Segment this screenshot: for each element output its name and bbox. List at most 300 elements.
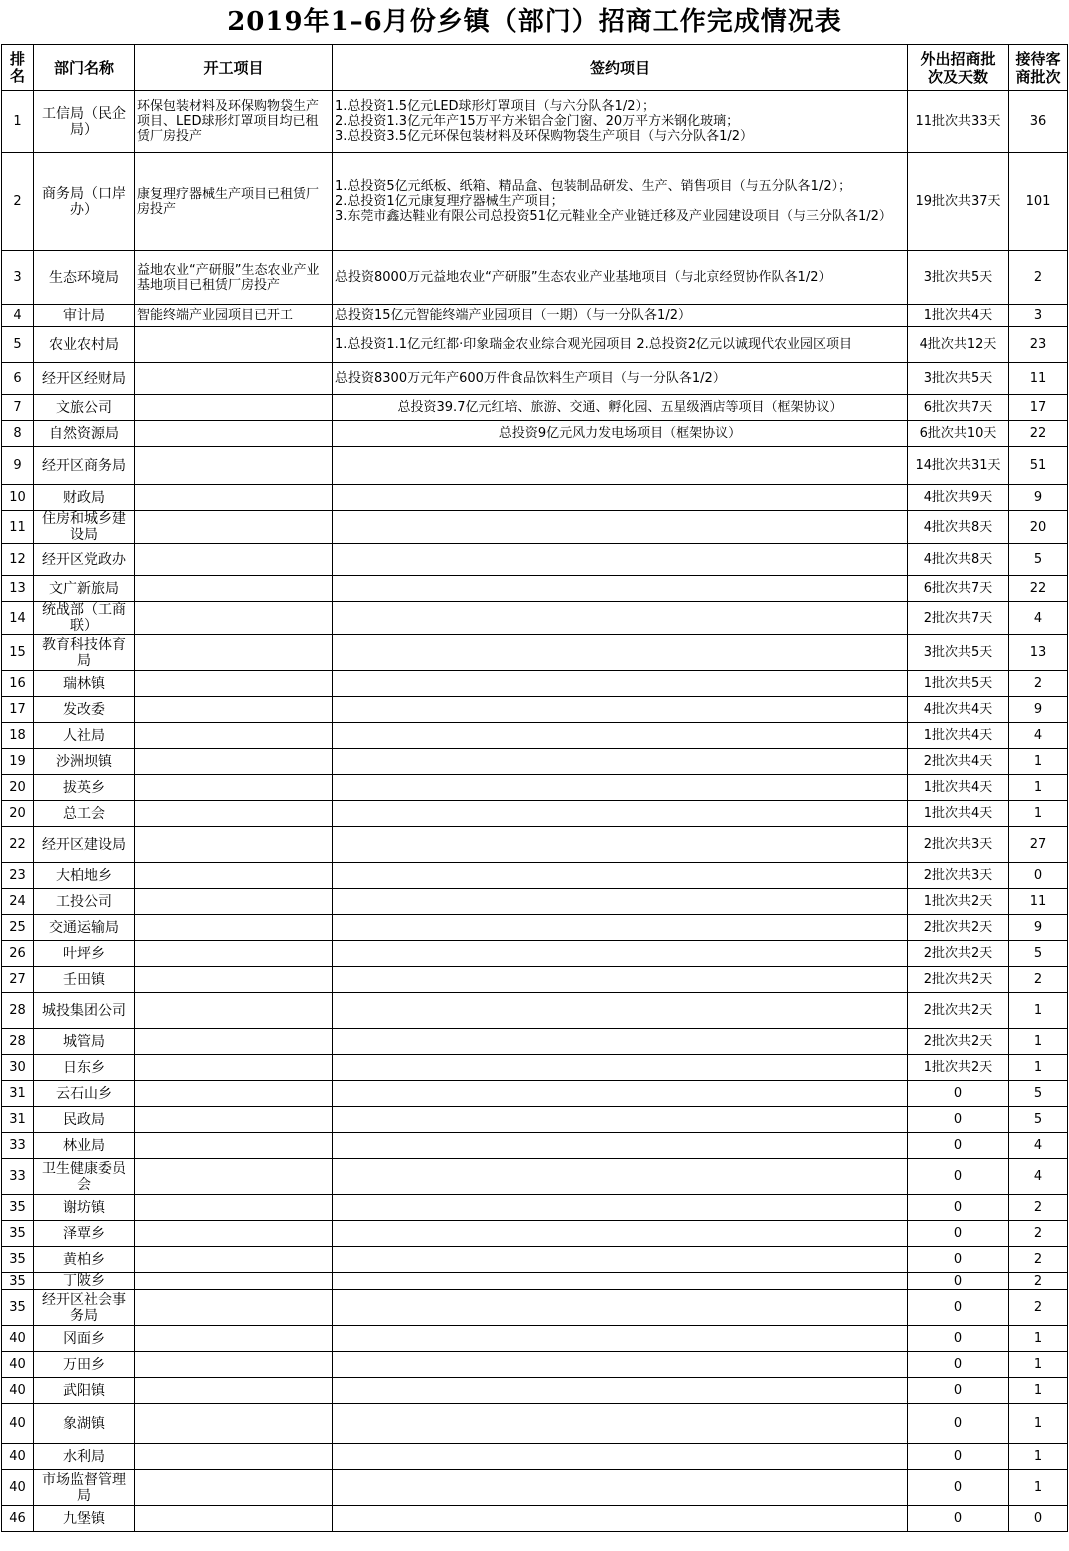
signed-project-cell: [333, 1326, 908, 1352]
received-visits-cell: 3: [1009, 305, 1068, 327]
received-visits-cell: 1: [1009, 749, 1068, 775]
start-project-cell: [135, 827, 333, 863]
rank-cell: 4: [2, 305, 34, 327]
page-title: 2019年1–6月份乡镇（部门）招商工作完成情况表: [227, 7, 842, 37]
received-visits-cell: 2: [1009, 967, 1068, 993]
outbound-trips-cell: 3批次共5天: [908, 251, 1009, 305]
table-row: [2, 1221, 1068, 1247]
received-visits-cell: 2: [1009, 1273, 1068, 1290]
received-visits-cell: 0: [1009, 1506, 1068, 1532]
rank-cell: 6: [2, 363, 34, 395]
received-visits-cell: 11: [1009, 363, 1068, 395]
received-visits-cell: 22: [1009, 421, 1068, 447]
dept-cell: 黄柏乡: [34, 1247, 135, 1273]
signed-project-cell: [333, 827, 908, 863]
start-project-cell: [135, 775, 333, 801]
signed-project-cell: [333, 1081, 908, 1107]
signed-project-cell: [333, 993, 908, 1029]
table-row: [2, 485, 1068, 511]
start-project-cell: 康复理疗器械生产项目已租赁厂房投产: [135, 153, 333, 251]
dept-cell: 经开区商务局: [34, 447, 135, 485]
signed-project-cell: [333, 1378, 908, 1404]
received-visits-cell: 1: [1009, 801, 1068, 827]
received-visits-cell: 5: [1009, 941, 1068, 967]
received-visits-cell: 5: [1009, 1081, 1068, 1107]
start-project-cell: [135, 1444, 333, 1470]
outbound-trips-cell: 6批次共10天: [908, 421, 1009, 447]
dept-cell: 人社局: [34, 723, 135, 749]
signed-project-cell: [333, 1247, 908, 1273]
start-project-cell: [135, 1470, 333, 1506]
outbound-trips-cell: 3批次共5天: [908, 635, 1009, 671]
rank-cell: 35: [2, 1221, 34, 1247]
signed-project-cell: [333, 1404, 908, 1444]
dept-cell: 文旅公司: [34, 395, 135, 421]
table-row: [2, 775, 1068, 801]
outbound-trips-cell: 0: [908, 1081, 1009, 1107]
rank-cell: 27: [2, 967, 34, 993]
rank-cell: 28: [2, 993, 34, 1029]
signed-project-cell: [333, 447, 908, 485]
dept-cell: 经开区党政办: [34, 544, 135, 576]
table-row: [2, 1273, 1068, 1290]
received-visits-cell: 5: [1009, 1107, 1068, 1133]
dept-cell: 工投公司: [34, 889, 135, 915]
received-visits-cell: 22: [1009, 576, 1068, 602]
outbound-trips-cell: 2批次共2天: [908, 1029, 1009, 1055]
table-row: [2, 827, 1068, 863]
rank-cell: 24: [2, 889, 34, 915]
start-project-cell: [135, 1247, 333, 1273]
outbound-trips-cell: 4批次共4天: [908, 697, 1009, 723]
rank-cell: 33: [2, 1133, 34, 1159]
rank-cell: 33: [2, 1159, 34, 1195]
dept-cell: 农业农村局: [34, 327, 135, 363]
table-row: [2, 1326, 1068, 1352]
header-dept: 部门名称: [34, 45, 135, 91]
signed-project-cell: [333, 1470, 908, 1506]
outbound-trips-cell: 0: [908, 1159, 1009, 1195]
dept-cell: 总工会: [34, 801, 135, 827]
rank-cell: 30: [2, 1055, 34, 1081]
table-row: [2, 251, 1068, 305]
signed-project-line: 总投资9亿元风力发电场项目（框架协议）: [498, 426, 742, 441]
start-project-cell: [135, 1326, 333, 1352]
rank-cell: 40: [2, 1352, 34, 1378]
start-project-cell: [135, 1133, 333, 1159]
received-visits-cell: 9: [1009, 915, 1068, 941]
rank-cell: 3: [2, 251, 34, 305]
signed-project-cell: [333, 576, 908, 602]
dept-cell: 城管局: [34, 1029, 135, 1055]
dept-cell: 谢坊镇: [34, 1195, 135, 1221]
dept-cell: 住房和城乡建设局: [34, 511, 135, 544]
start-project-cell: [135, 1378, 333, 1404]
start-project-cell: [135, 801, 333, 827]
signed-project-cell: [333, 511, 908, 544]
outbound-trips-cell: 2批次共7天: [908, 602, 1009, 635]
signed-project-cell: [333, 305, 908, 327]
dept-cell: 生态环境局: [34, 251, 135, 305]
header-start: 开工项目: [135, 45, 333, 91]
header-row: [2, 45, 1068, 91]
dept-cell: 经开区社会事务局: [34, 1290, 135, 1326]
dept-cell: 经开区建设局: [34, 827, 135, 863]
received-visits-cell: 2: [1009, 1290, 1068, 1326]
outbound-trips-cell: 1批次共4天: [908, 801, 1009, 827]
signed-project-cell: [333, 1029, 908, 1055]
rank-cell: 8: [2, 421, 34, 447]
rank-cell: 5: [2, 327, 34, 363]
start-project-cell: [135, 697, 333, 723]
signed-project-cell: [333, 395, 908, 421]
received-visits-cell: 9: [1009, 697, 1068, 723]
table-row: [2, 447, 1068, 485]
table-row: [2, 1378, 1068, 1404]
rank-cell: 40: [2, 1444, 34, 1470]
outbound-trips-cell: 4批次共8天: [908, 511, 1009, 544]
received-visits-cell: 2: [1009, 671, 1068, 697]
dept-cell: 云石山乡: [34, 1081, 135, 1107]
table-row: [2, 1195, 1068, 1221]
outbound-trips-cell: 2批次共2天: [908, 967, 1009, 993]
table-row: [2, 602, 1068, 635]
start-project-cell: [135, 1352, 333, 1378]
dept-cell: 丁陂乡: [34, 1273, 135, 1290]
dept-cell: 审计局: [34, 305, 135, 327]
dept-cell: 城投集团公司: [34, 993, 135, 1029]
table-row: [2, 1444, 1068, 1470]
dept-cell: 文广新旅局: [34, 576, 135, 602]
table-row: [2, 421, 1068, 447]
table-row: [2, 723, 1068, 749]
outbound-trips-cell: 1批次共4天: [908, 775, 1009, 801]
received-visits-cell: 2: [1009, 1221, 1068, 1247]
signed-project-line: 总投资15亿元智能终端产业园项目（一期）（与一分队各1/2）: [335, 308, 691, 323]
rank-cell: 15: [2, 635, 34, 671]
table-row: [2, 576, 1068, 602]
dept-cell: 交通运输局: [34, 915, 135, 941]
rank-cell: 31: [2, 1107, 34, 1133]
start-project-cell: [135, 1081, 333, 1107]
dept-cell: 九堡镇: [34, 1506, 135, 1532]
received-visits-cell: 4: [1009, 1133, 1068, 1159]
signed-project-line: 总投资8000万元益地农业“产研服”生态农业产业基地项目（与北京经贸协作队各1/2）: [335, 270, 832, 285]
outbound-trips-cell: 0: [908, 1221, 1009, 1247]
signed-project-cell: [333, 251, 908, 305]
signed-project-cell: [333, 635, 908, 671]
signed-project-cell: [333, 1159, 908, 1195]
rank-cell: 7: [2, 395, 34, 421]
outbound-trips-cell: 1批次共2天: [908, 1055, 1009, 1081]
dept-cell: 壬田镇: [34, 967, 135, 993]
table-row: [2, 1247, 1068, 1273]
dept-cell: 市场监督管理局: [34, 1470, 135, 1506]
signed-project-cell: [333, 671, 908, 697]
signed-project-cell: [333, 153, 908, 251]
dept-cell: 水利局: [34, 1444, 135, 1470]
received-visits-cell: 13: [1009, 635, 1068, 671]
rank-cell: 40: [2, 1470, 34, 1506]
start-project-cell: [135, 723, 333, 749]
outbound-trips-cell: 4批次共8天: [908, 544, 1009, 576]
rank-cell: 35: [2, 1273, 34, 1290]
start-project-cell: [135, 671, 333, 697]
rank-cell: 13: [2, 576, 34, 602]
signed-project-cell: [333, 363, 908, 395]
start-project-cell: [135, 421, 333, 447]
table-row: [2, 801, 1068, 827]
outbound-trips-cell: 0: [908, 1444, 1009, 1470]
start-project-cell: [135, 889, 333, 915]
start-project-cell: [135, 544, 333, 576]
outbound-trips-cell: 0: [908, 1273, 1009, 1290]
signed-project-cell: [333, 967, 908, 993]
table-row: [2, 1352, 1068, 1378]
start-project-cell: [135, 1290, 333, 1326]
signed-project-cell: [333, 749, 908, 775]
start-project-cell: 益地农业“产研服”生态农业产业基地项目已租赁厂房投产: [135, 251, 333, 305]
received-visits-cell: 5: [1009, 544, 1068, 576]
signed-project-cell: [333, 1055, 908, 1081]
signed-project-line: 2.总投资1.3亿元年产15万平方米铝合金门窗、20万平方米钢化玻璃；: [335, 114, 740, 129]
received-visits-cell: 101: [1009, 153, 1068, 251]
signed-project-line: 1.总投资1.1亿元红都·印象瑞金农业综合观光园项目 2.总投资2亿元以诚现代农业园区项目: [335, 337, 853, 352]
table-row: [2, 305, 1068, 327]
dept-cell: 沙洲坝镇: [34, 749, 135, 775]
rank-cell: 14: [2, 602, 34, 635]
table-row: [2, 967, 1068, 993]
start-project-cell: [135, 327, 333, 363]
signed-project-cell: [333, 941, 908, 967]
received-visits-cell: 23: [1009, 327, 1068, 363]
dept-cell: 瑞林镇: [34, 671, 135, 697]
rank-cell: 28: [2, 1029, 34, 1055]
received-visits-cell: 2: [1009, 1195, 1068, 1221]
table-row: [2, 635, 1068, 671]
outbound-trips-cell: 0: [908, 1107, 1009, 1133]
investment-table: [1, 44, 1068, 1532]
table-row: [2, 1107, 1068, 1133]
start-project-cell: [135, 602, 333, 635]
outbound-trips-cell: 4批次共9天: [908, 485, 1009, 511]
signed-project-cell: [333, 1273, 908, 1290]
signed-project-cell: [333, 1506, 908, 1532]
outbound-trips-cell: 0: [908, 1506, 1009, 1532]
dept-cell: 林业局: [34, 1133, 135, 1159]
received-visits-cell: 11: [1009, 889, 1068, 915]
rank-cell: 12: [2, 544, 34, 576]
received-visits-cell: 1: [1009, 1470, 1068, 1506]
outbound-trips-cell: 1批次共4天: [908, 723, 1009, 749]
signed-project-cell: [333, 602, 908, 635]
outbound-trips-cell: 0: [908, 1378, 1009, 1404]
rank-cell: 2: [2, 153, 34, 251]
signed-project-cell: [333, 1221, 908, 1247]
start-project-cell: [135, 1159, 333, 1195]
outbound-trips-cell: 6批次共7天: [908, 395, 1009, 421]
signed-project-cell: [333, 863, 908, 889]
table-row: [2, 91, 1068, 153]
start-project-cell: [135, 749, 333, 775]
signed-project-line: 1.总投资1.5亿元LED球形灯罩项目（与六分队各1/2）；: [335, 99, 655, 114]
table-row: [2, 1081, 1068, 1107]
rank-cell: 35: [2, 1195, 34, 1221]
table-row: [2, 863, 1068, 889]
rank-cell: 40: [2, 1326, 34, 1352]
table-row: [2, 327, 1068, 363]
received-visits-cell: 1: [1009, 993, 1068, 1029]
dept-cell: 叶坪乡: [34, 941, 135, 967]
received-visits-cell: 1: [1009, 1444, 1068, 1470]
signed-project-line: 2.总投资1亿元康复理疗器械生产项目；: [335, 194, 564, 209]
signed-project-cell: [333, 1107, 908, 1133]
signed-project-cell: [333, 1133, 908, 1159]
table-row: [2, 511, 1068, 544]
dept-cell: 武阳镇: [34, 1378, 135, 1404]
table-row: [2, 1029, 1068, 1055]
table-row: [2, 363, 1068, 395]
start-project-cell: [135, 1107, 333, 1133]
signed-project-line: 3.东莞市鑫达鞋业有限公司总投资51亿元鞋业全产业链迁移及产业园建设项目（与三分队各1/2）: [335, 209, 892, 224]
outbound-trips-cell: 14批次共31天: [908, 447, 1009, 485]
received-visits-cell: 4: [1009, 602, 1068, 635]
signed-project-cell: [333, 697, 908, 723]
outbound-trips-cell: 3批次共5天: [908, 363, 1009, 395]
received-visits-cell: 1: [1009, 1404, 1068, 1444]
header-out: 外出招商批次及天数: [908, 45, 1009, 91]
signed-project-line: 总投资39.7亿元红培、旅游、交通、孵化园、五星级酒店等项目（框架协议）: [397, 400, 843, 415]
start-project-cell: [135, 993, 333, 1029]
rank-cell: 46: [2, 1506, 34, 1532]
outbound-trips-cell: 2批次共4天: [908, 749, 1009, 775]
dept-cell: 万田乡: [34, 1352, 135, 1378]
received-visits-cell: 9: [1009, 485, 1068, 511]
dept-cell: 拔英乡: [34, 775, 135, 801]
start-project-cell: [135, 485, 333, 511]
start-project-cell: [135, 511, 333, 544]
outbound-trips-cell: 6批次共7天: [908, 576, 1009, 602]
start-project-cell: [135, 863, 333, 889]
outbound-trips-cell: 2批次共2天: [908, 915, 1009, 941]
signed-project-cell: [333, 723, 908, 749]
received-visits-cell: 1: [1009, 1378, 1068, 1404]
dept-cell: 教育科技体育局: [34, 635, 135, 671]
received-visits-cell: 1: [1009, 1326, 1068, 1352]
outbound-trips-cell: 1批次共4天: [908, 305, 1009, 327]
header-sign: 签约项目: [333, 45, 908, 91]
dept-cell: 象湖镇: [34, 1404, 135, 1444]
dept-cell: 工信局（民企局）: [34, 91, 135, 153]
dept-cell: 冈面乡: [34, 1326, 135, 1352]
header-recv: 接待客商批次: [1009, 45, 1068, 91]
rank-cell: 17: [2, 697, 34, 723]
table-row: [2, 153, 1068, 251]
received-visits-cell: 1: [1009, 775, 1068, 801]
signed-project-cell: [333, 801, 908, 827]
received-visits-cell: 17: [1009, 395, 1068, 421]
rank-cell: 22: [2, 827, 34, 863]
rank-cell: 25: [2, 915, 34, 941]
outbound-trips-cell: 2批次共3天: [908, 863, 1009, 889]
rank-cell: 40: [2, 1378, 34, 1404]
table-row: [2, 1290, 1068, 1326]
start-project-cell: 智能终端产业园项目已开工: [135, 305, 333, 327]
table-row: [2, 993, 1068, 1029]
outbound-trips-cell: 19批次共37天: [908, 153, 1009, 251]
signed-project-cell: [333, 889, 908, 915]
outbound-trips-cell: 2批次共2天: [908, 941, 1009, 967]
rank-cell: 35: [2, 1290, 34, 1326]
rank-cell: 16: [2, 671, 34, 697]
start-project-cell: [135, 576, 333, 602]
outbound-trips-cell: 2批次共3天: [908, 827, 1009, 863]
outbound-trips-cell: 0: [908, 1195, 1009, 1221]
received-visits-cell: 2: [1009, 251, 1068, 305]
dept-cell: 泽覃乡: [34, 1221, 135, 1247]
start-project-cell: [135, 1273, 333, 1290]
table-row: [2, 1404, 1068, 1444]
table-row: [2, 395, 1068, 421]
start-project-cell: 环保包装材料及环保购物袋生产项目、LED球形灯罩项目均已租赁厂房投产: [135, 91, 333, 153]
signed-project-cell: [333, 915, 908, 941]
rank-cell: 20: [2, 801, 34, 827]
dept-cell: 商务局（口岸办）: [34, 153, 135, 251]
outbound-trips-cell: 11批次共33天: [908, 91, 1009, 153]
dept-cell: 大柏地乡: [34, 863, 135, 889]
table-row: [2, 941, 1068, 967]
rank-cell: 20: [2, 775, 34, 801]
received-visits-cell: 1: [1009, 1029, 1068, 1055]
rank-cell: 26: [2, 941, 34, 967]
rank-cell: 10: [2, 485, 34, 511]
header-rank: 排名: [2, 45, 34, 91]
received-visits-cell: 51: [1009, 447, 1068, 485]
table-row: [2, 1470, 1068, 1506]
table-row: [2, 697, 1068, 723]
table-row: [2, 749, 1068, 775]
outbound-trips-cell: 1批次共5天: [908, 671, 1009, 697]
signed-project-cell: [333, 544, 908, 576]
received-visits-cell: 2: [1009, 1247, 1068, 1273]
outbound-trips-cell: 1批次共2天: [908, 889, 1009, 915]
signed-project-cell: [333, 1352, 908, 1378]
received-visits-cell: 4: [1009, 1159, 1068, 1195]
start-project-cell: [135, 1055, 333, 1081]
start-project-cell: [135, 1404, 333, 1444]
dept-cell: 民政局: [34, 1107, 135, 1133]
outbound-trips-cell: 0: [908, 1247, 1009, 1273]
start-project-cell: [135, 395, 333, 421]
dept-cell: 发改委: [34, 697, 135, 723]
signed-project-cell: [333, 1444, 908, 1470]
rank-cell: 23: [2, 863, 34, 889]
outbound-trips-cell: 4批次共12天: [908, 327, 1009, 363]
table-row: [2, 1055, 1068, 1081]
start-project-cell: [135, 1221, 333, 1247]
table-row: [2, 1159, 1068, 1195]
rank-cell: 31: [2, 1081, 34, 1107]
rank-cell: 1: [2, 91, 34, 153]
outbound-trips-cell: 2批次共2天: [908, 993, 1009, 1029]
outbound-trips-cell: 0: [908, 1404, 1009, 1444]
outbound-trips-cell: 0: [908, 1470, 1009, 1506]
outbound-trips-cell: 0: [908, 1326, 1009, 1352]
received-visits-cell: 27: [1009, 827, 1068, 863]
rank-cell: 9: [2, 447, 34, 485]
start-project-cell: [135, 363, 333, 395]
start-project-cell: [135, 967, 333, 993]
